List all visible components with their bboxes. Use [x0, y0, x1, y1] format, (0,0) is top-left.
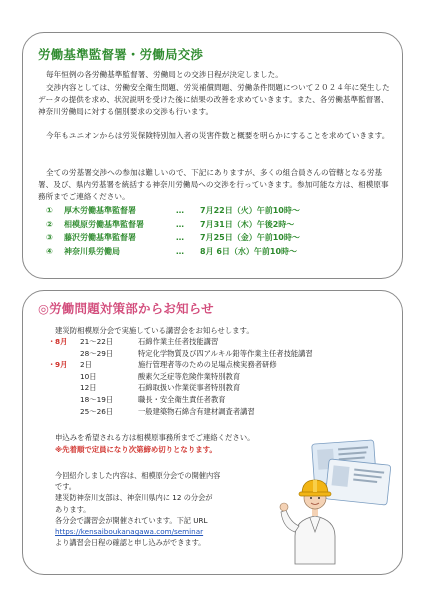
course-month: 8月: [55, 337, 68, 346]
branch-info-line: 建災防神奈川支部は、神奈川県内に 12 の分会が: [55, 493, 213, 503]
schedule-row: [46, 218, 386, 232]
course-name: 石綿作業主任者技能講習: [138, 337, 219, 346]
branch-info-paragraph: [55, 470, 255, 548]
branch-info-line: 今回紹介しました内容は、相模原分会での開催内容: [55, 471, 221, 480]
schedule-number: ①: [46, 206, 53, 215]
section-title-labor-issues: ◎労働問題対策部からお知らせ: [38, 301, 214, 316]
branch-info-line: より講習会日程の確認と申し込みができます。: [55, 538, 206, 548]
course-bullet: ・: [48, 337, 56, 346]
course-row: [48, 406, 348, 418]
course-row: [48, 382, 348, 394]
course-name: 一般建築物石綿含有建材調査者講習: [138, 406, 255, 416]
course-dates: 28～29日: [80, 348, 114, 358]
course-dates: 25～26日: [80, 406, 114, 416]
course-dates: 21～22日: [80, 337, 114, 346]
course-list: [48, 336, 348, 417]
schedule-row: [46, 231, 386, 245]
negotiation-schedule-list: [46, 204, 386, 258]
courses-intro: 建災防相模原分会で実施している講習会をお知らせします。: [55, 326, 254, 335]
branch-info-line: 各分会で講習会が開催されています。下記 URL: [55, 515, 208, 525]
paragraph-schedule-announcement: 毎年恒例の各労働基準監督署、労働局との交渉日程が決定しました。: [46, 70, 283, 79]
schedule-date: 8月 6日（水）午前10時～: [200, 246, 298, 256]
schedule-dots: …: [176, 219, 184, 229]
schedule-office: 藤沢労働基準監督署: [64, 233, 136, 242]
course-name: 職長・安全衛生責任者教育: [138, 394, 226, 404]
schedule-office: 相模原労働基準監督署: [64, 219, 144, 229]
branch-info-line: です。: [55, 482, 76, 492]
course-month: 9月: [55, 360, 68, 370]
paragraph-union-request: 今年もユニオンからは労災保険特別加入者の災害件数と概要を明らかにすることを求めていきます。: [46, 131, 390, 140]
course-row: [48, 336, 348, 348]
branch-info-line: あります。: [55, 504, 91, 514]
course-row: [48, 348, 348, 360]
worker-with-certificate-cards-illustration: [255, 436, 395, 566]
schedule-office: 神奈川県労働局: [64, 246, 120, 256]
schedule-number: ②: [46, 219, 53, 229]
schedule-date: 7月22日（火）午前10時～: [200, 206, 300, 215]
license-card-icon: [325, 459, 391, 505]
course-bullet: ・: [48, 360, 56, 370]
course-row: [48, 394, 348, 406]
schedule-row: [46, 245, 386, 259]
course-name: 酸素欠乏症等危険作業特別教育: [138, 371, 241, 381]
course-name: 施行管理者等のための足場点検実務者研修: [138, 360, 277, 370]
course-row: [48, 359, 348, 371]
schedule-dots: …: [176, 233, 184, 242]
schedule-number: ④: [46, 246, 53, 256]
application-instruction: 申込みを希望される方は相模原事務所までご連絡ください。: [55, 433, 255, 442]
course-dates: 2日: [80, 360, 92, 370]
schedule-row: [46, 204, 386, 218]
section-title-labor-negotiation: 労働基準監督署・労働局交渉: [38, 47, 204, 62]
paragraph-participation: 全ての労基署交渉への参加は難しいので、下記にありますが、多くの組合員さんの管轄となる労基署、及び、県内労基署を統括する神奈川労働局への交渉を行っていきます。参加可能な方は、相模原事務所までご連絡ください。: [38, 168, 389, 202]
schedule-date: 7月25日（金）午前10時～: [200, 233, 300, 242]
course-dates: 10日: [80, 371, 97, 381]
schedule-office: 厚木労働基準監督署: [64, 206, 136, 215]
schedule-date: 7月31日（木）午後2時～: [200, 219, 295, 229]
seminar-url-link[interactable]: https://kensaiboukanagawa.com/seminar: [55, 527, 204, 537]
schedule-dots: …: [176, 246, 184, 256]
schedule-number: ③: [46, 233, 53, 242]
course-name: 石綿取扱い作業従事者特別教育: [138, 383, 241, 393]
course-name: 特定化学物質及び四アルキル鉛等作業主任者技能講習: [138, 348, 313, 358]
schedule-dots: …: [176, 206, 184, 215]
first-come-notice: ※先着順で定員になり次第締め切りとなります。: [55, 445, 217, 454]
course-dates: 12日: [80, 383, 97, 393]
paragraph-negotiation-content: 交渉内容としては、労働安全衛生問題、労災補償問題、労働条件問題について２０２４年に発生したデータの提供を求め、状況説明を受けた後に結果の改善を求めていきます。また、各労働基準監督署、神奈川労働局に対する個別要求の交渉も行います。: [38, 83, 390, 117]
course-dates: 18～19日: [80, 394, 114, 404]
course-row: [48, 371, 348, 383]
